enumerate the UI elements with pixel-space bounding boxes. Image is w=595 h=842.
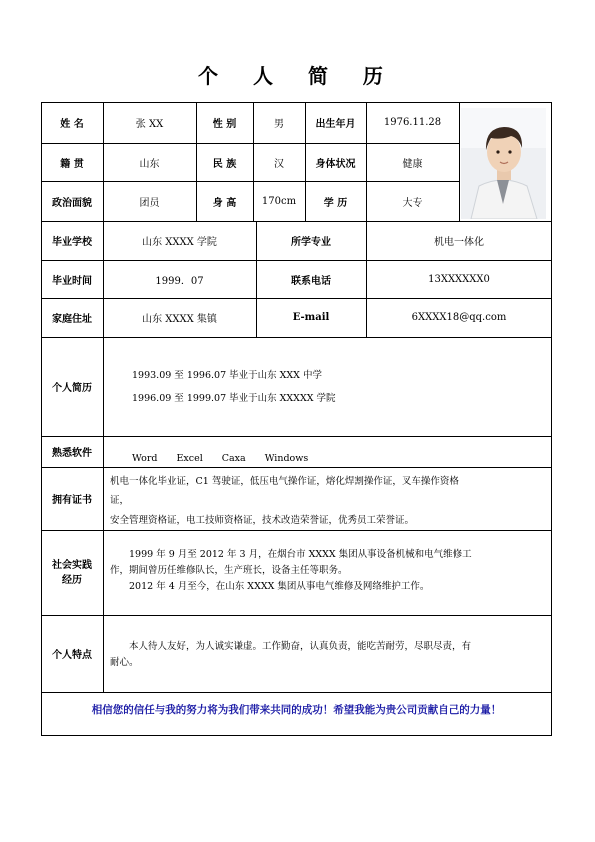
phone-value: 13XXXXXX0 — [428, 273, 490, 285]
address-value: 山东 XXXX 集镇 — [142, 314, 217, 325]
traits-line: 耐心。 — [110, 657, 139, 668]
resume-line: 1996.09 至 1999.07 毕业于山东 XXXXX 学院 — [132, 393, 336, 404]
page-title: 个 人 简 历 — [198, 64, 397, 88]
row-divider — [41, 467, 552, 468]
major-value: 机电一体化 — [434, 237, 484, 248]
major-label: 所学专业 — [291, 237, 331, 248]
birth-label: 出生年月 — [315, 119, 356, 130]
profile-photo — [461, 108, 546, 219]
traits-label: 个人特点 — [52, 650, 92, 661]
resume-line: 1993.09 至 1996.07 毕业于山东 XXX 中学 — [132, 370, 322, 381]
origin-value: 山东 — [139, 158, 160, 170]
certs-line: 证， — [110, 495, 130, 506]
height-value: 170cm — [261, 195, 297, 207]
certs-line: 安全管理资格证，电工技师资格证，技术改造荣誉证，优秀员工荣誉证。 — [110, 515, 415, 526]
software-label: 熟悉软件 — [52, 448, 92, 459]
degree-value: 大专 — [402, 197, 423, 209]
height-label: 身 高 — [212, 197, 237, 209]
experience-label — [41, 530, 103, 615]
email-value: 6XXXX18@qq.com — [411, 312, 507, 323]
experience-label-line: 社会实践 — [52, 559, 92, 571]
school-value: 山东 XXXX 学院 — [142, 237, 217, 248]
software-list: Word Excel Caxa Windows — [132, 453, 309, 464]
email-label: E-mail — [292, 312, 330, 323]
ethnic-value: 汉 — [274, 158, 284, 170]
political-value: 团员 — [139, 197, 160, 209]
ethnic-label: 民 族 — [212, 158, 237, 170]
row-divider — [41, 615, 552, 616]
name-value: 张 XX — [135, 119, 164, 130]
grad-value: 1999．07 — [155, 275, 204, 287]
gender-label: 性 别 — [212, 119, 237, 130]
health-label: 身体状况 — [315, 158, 356, 170]
row-divider — [41, 692, 552, 693]
certs-line: 机电一体化毕业证，C1 驾驶证，低压电气操作证，熔化焊割操作证，叉车操作资格 — [110, 476, 459, 487]
row-divider — [41, 337, 552, 338]
grad-label: 毕业时间 — [52, 275, 92, 287]
experience-line: 作，期间曾历任维修队长，生产班长，设备主任等职务。 — [110, 565, 348, 576]
certs-label: 拥有证书 — [52, 495, 92, 506]
resume-label: 个人简历 — [52, 383, 92, 394]
row-divider — [41, 436, 552, 437]
row-divider — [41, 530, 552, 531]
health-value: 健康 — [402, 158, 423, 170]
traits-line: 本人待人友好，为人诚实谦虚。工作勤奋，认真负责，能吃苦耐劳，尽职尽责，有 — [110, 641, 472, 652]
address-label: 家庭住址 — [52, 314, 92, 325]
degree-label: 学 历 — [323, 197, 348, 209]
political-label: 政治面貌 — [52, 197, 92, 209]
birth-value: 1976.11.28 — [383, 117, 442, 128]
phone-label: 联系电话 — [291, 275, 331, 287]
closing-slogan: 相信您的信任与我的努力将为我们带来共同的成功！希望我能为贵公司贡献自己的力量！ — [91, 704, 502, 716]
experience-line: 2012 年 4 月至今，在山东 XXXX 集团从事电气维修及网络维护工作。 — [110, 581, 430, 592]
school-label: 毕业学校 — [52, 237, 92, 248]
experience-label-line: 经历 — [62, 574, 82, 586]
experience-line: 1999 年 9 月至 2012 年 3 月，在烟台市 XXXX 集团从事设备机械和电气维修工 — [110, 549, 472, 560]
col-divider — [459, 102, 460, 221]
gender-value: 男 — [274, 119, 284, 130]
origin-label: 籍 贯 — [60, 158, 84, 170]
name-label: 姓 名 — [60, 119, 84, 130]
